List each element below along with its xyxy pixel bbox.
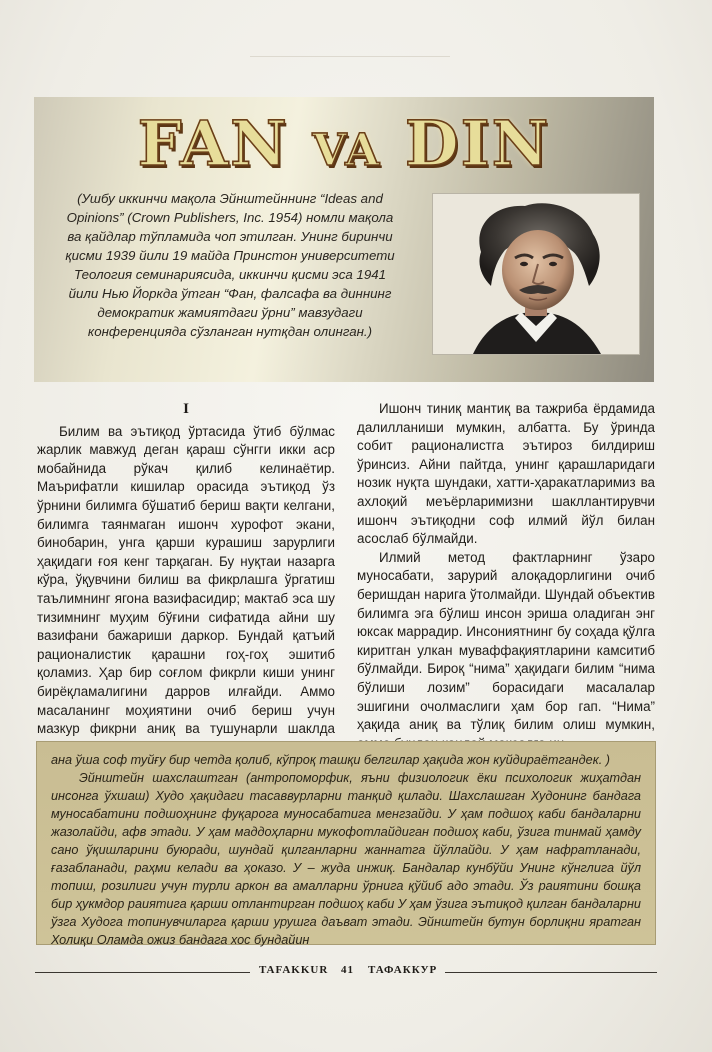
left-paragraph: Билим ва эътиқод ўртасида ўтиб бўлмас жарлик мавжуд деган қараш сўнгги икки аср мобайнида рўкач қилиб келинаётир. Маърифатли кишилар орасида эътиқод ўз ўрнини билимга бўшатиб бериш вақти келгани, билимга таянмаган ишонч хурофот экани, бинобарин, унга қарши курашиш зарурлиги ҳақидаги ғоя кенг тарқаган. Бу нуқтаи назарга кўра, ўқувчини билиш ва фикрлашга ўргатиш таълимнинг ягона вазифасидир; мактаб эса шу тизимнинг муҳим бўғини сифатида айни шу вазифани бажариши даркор. Бундай қатъий рационалистик қарашни гоҳ-гоҳ эшитиб қоламиз. Ҳар бир соғлом фикрли киши унинг бирёқламалигини дарров илғайди. Аммо масаланинг моҳиятини очиб бериш учун мазкур фикрни аниқ ва тушунарли шаклда <box>37 423 335 737</box>
title-word-din: DIN <box>404 107 551 180</box>
article-title <box>34 107 654 180</box>
title-word-fan: FAN <box>137 107 289 180</box>
page-number: 41 <box>341 964 354 976</box>
faint-running-header <box>250 56 450 79</box>
right-text-column <box>357 400 655 753</box>
commentary-first-line: ана ўша соф туйғу бир четда қолиб, кўпроқ ташқи белгилар ҳақида жон куйдираётгандек. ) <box>51 753 610 767</box>
footer-title-cyrillic: ТАФАККУР <box>368 964 438 976</box>
title-word-va: VA <box>312 125 382 176</box>
einstein-portrait <box>432 193 640 355</box>
page-footer <box>35 964 657 980</box>
commentary-paragraph: Эйнштейн шахслаштган (антропоморфик, яъни физиологик ёки психологик жиҳатдан инсонга ўхшаш) Худо ҳақидаги тасаввурларни танқид қилади. Шахслашган Худонинг бандага муносабатини подшоҳнинг фуқарога муносабатига менгзайди. У ҳам подшоҳ каби бандаларни жазолайди, афв этади. У ҳам маддоҳларни мукофотлайдиган подшоҳ каби, ўзига тинмай ҳамду сано ўқишларини буюради, шундай қилганларни жаннатга йўллайди. У ҳам нафратланади, ғазабланади, раҳми келади ва ҳоказо. У – жуда инжиқ. Бандалар кунбўйи Унинг кўнглига йўл топиш, розилиги учун турли аркон ва амалларни ўрнига қўйиб адо этади. Ўз раиятини бошқа бир ҳукмдор раиятига қарши отлантирган подшоҳ каби У ҳам ўзига эътиқод қилган бандаларни ўзга Худога топинувчиларга қарши урушга даъват этади. Эйнштейн бутун борлиқни яратган Холиқи Оламда ожиз бандага хос бундайин <box>51 771 641 947</box>
footer-rule-left <box>35 972 250 973</box>
footer-rule-right <box>445 972 657 973</box>
intro-note: (Ушбу иккинчи мақола Эйнштейннинг “Ideas and Opinions” (Crown Publishers, Inc. 1954) номли мақола ва қайдлар тўпламида чоп этилган. Унинг биринчи қисми 1939 йили 19 майда Принстон университети Теология семинариясида, иккинчи қисми эса 1941 йили Нью Йоркда ўтган “Фан, фалсафа ва диннинг демократик жамиятдаги ўрни” мавзудаги конференцияда сўзланган нутқдан олинган.) <box>65 191 395 339</box>
right-paragraph-1: Ишонч тиниқ мантиқ ва тажриба ёрдамида далилланиши мумкин, албатта. Бу ўринда собит рационалистга эътироз билдириш ўринсиз. Айни пайтда, унинг қарашларидаги нозик нуқта шундаки, хатти-ҳаракатларимиз ва ахлоқий меъёрларимизни шакллантирувчи ишонч эътиқодни соф илмий йўл билан асослаб бўлмайди. <box>357 401 655 547</box>
left-text-column <box>37 400 335 757</box>
footer-title-latin: TAFAKKUR <box>259 964 329 976</box>
article-banner <box>34 97 654 382</box>
right-paragraph-2: Илмий метод фактларнинг ўзаро муносабати, зарурий алоқадорлигини очиб беришдан нарига ўтолмайди. Шундай объектив билимга эга бўлиш инсон эриша оладиган энг юксак маррадир. Инсониятнинг бу соҳада қўлга киритган улкан муваффақиятларини камситиб бўлмайди. Бироқ “нима” ҳақидаги билим “нима бўлиши лозим” борасидаги масалалар эшигини очолмаслиги ҳам бор гап. “Нима” ҳақида аниқ ва тўлиқ билим олиш мумкин, <box>357 549 655 733</box>
section-number: I <box>183 401 189 417</box>
commentary-box <box>36 741 656 945</box>
